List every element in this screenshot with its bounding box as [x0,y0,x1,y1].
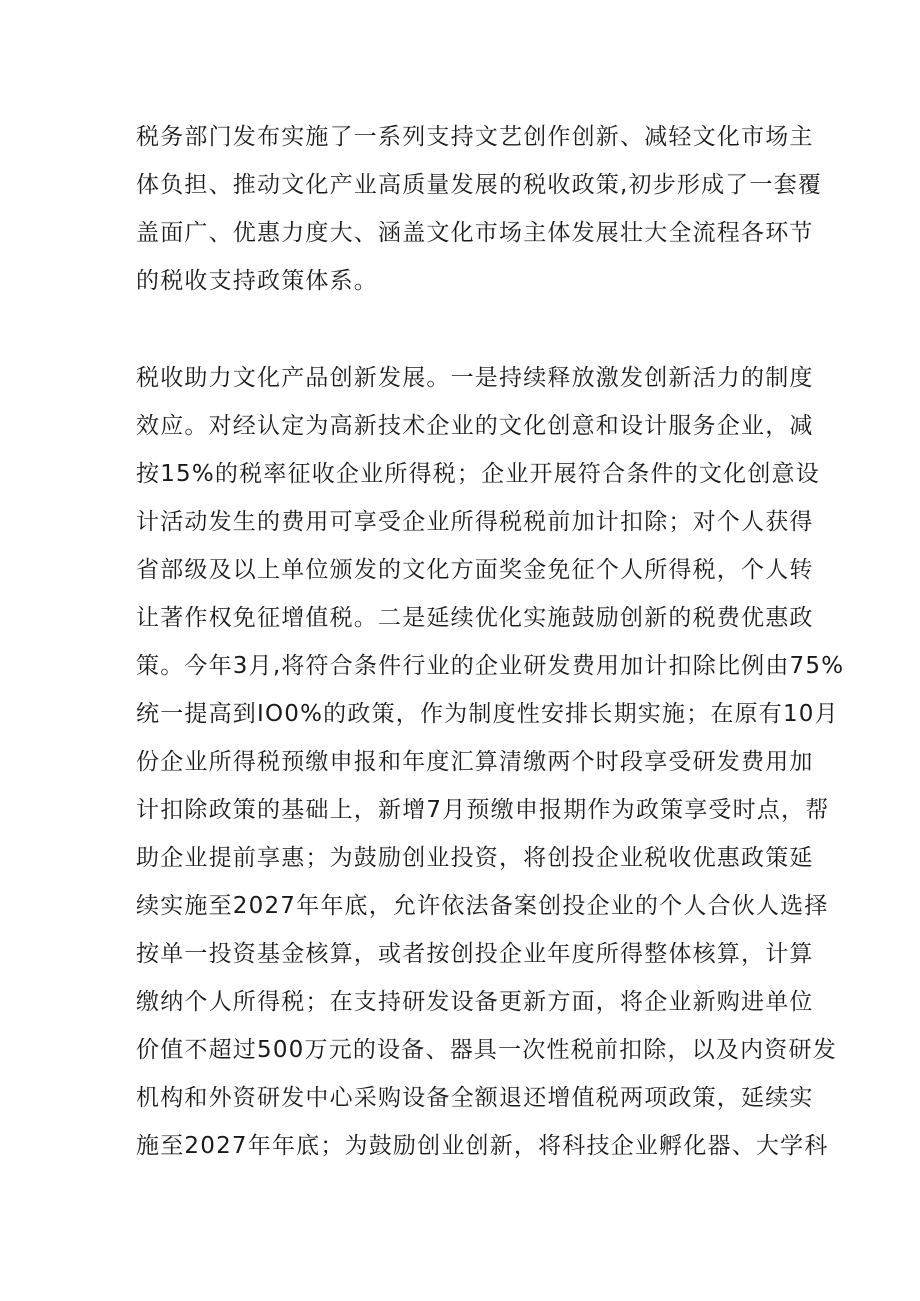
text-line: 税务部门发布实施了一系列支持文艺创作创新、减轻文化市场主 [136,124,814,150]
text-line: 施至2027年年底；为鼓励创业创新，将科技企业孵化器、大学科 [136,1133,829,1159]
text-line: 盖面广、优惠力度大、涵盖文化市场主体发展壮大全流程各环节 [136,220,814,246]
text-line: 按15%的税率征收企业所得税；企业开展符合条件的文化创意设 [136,461,820,487]
text-line: 效应。对经认定为高新技术企业的文化创意和设计服务企业，减 [136,413,814,439]
text-line: 助企业提前享惠；为鼓励创业投资，将创投企业税收优惠政策延 [136,845,814,871]
text-line: 让著作权免征增值税。二是延续优化实施鼓励创新的税费优惠政 [136,605,814,631]
paragraph-innovation-support [136,354,845,1170]
text-line: 机构和外资研发中心采购设备全额退还增值税两项政策，延续实 [136,1085,814,1111]
paragraph-tax-policy-intro [136,113,823,305]
text-line: 计活动发生的费用可享受企业所得税税前加计扣除；对个人获得 [136,509,814,535]
text-line: 策。今年3月,将符合条件行业的企业研发费用加计扣除比例由75% [136,653,845,679]
text-line: 按单一投资基金核算，或者按创投企业年度所得整体核算，计算 [136,941,814,967]
text-line: 统一提高到IO0%的政策，作为制度性安排长期实施；在原有10月 [136,701,839,727]
text-line: 续实施至2027年年底，允许依法备案创投企业的个人合伙人选择 [136,893,829,919]
text-line: 省部级及以上单位颁发的文化方面奖金免征个人所得税，个人转 [136,557,814,583]
text-line: 份企业所得税预缴申报和年度汇算清缴两个时段享受研发费用加 [136,749,814,775]
text-line: 的税收支持政策体系。 [136,268,378,294]
text-line: 体负担、推动文化产业高质量发展的税收政策,初步形成了一套覆 [136,172,823,198]
text-line: 税收助力文化产品创新发展。一是持续释放激发创新活力的制度 [136,365,814,391]
text-line: 缴纳个人所得税；在支持研发设备更新方面，将企业新购进单位 [136,989,814,1015]
text-line: 价值不超过500万元的设备、器具一次性税前扣除，以及内资研发 [136,1037,837,1063]
text-line: 计扣除政策的基础上，新增7月预缴申报期作为政策享受时点，帮 [136,797,830,823]
